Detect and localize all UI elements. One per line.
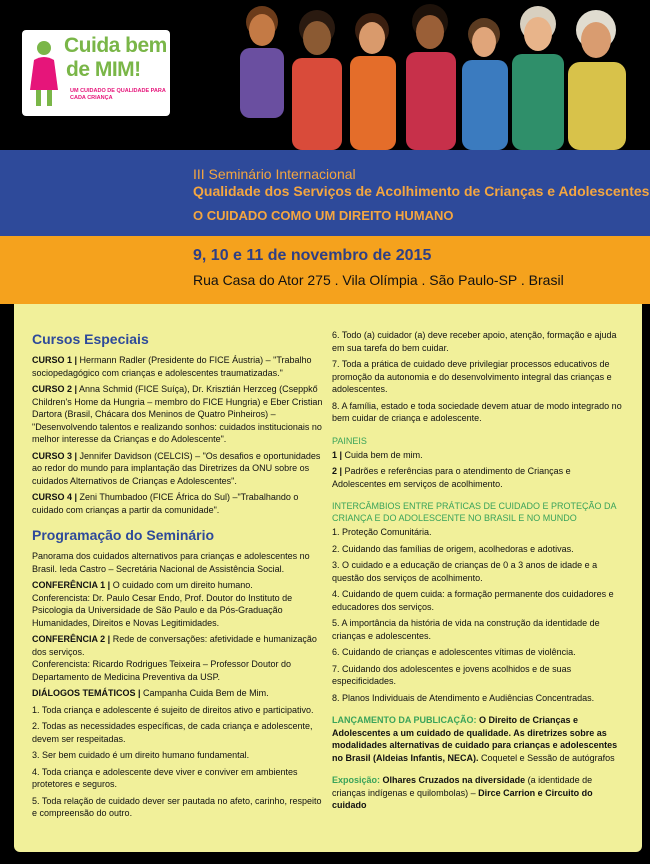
child-figure-icon	[26, 34, 66, 114]
event-dates: 9, 10 e 11 de novembro de 2015	[193, 247, 432, 264]
left-column	[32, 330, 326, 824]
list-item: 8. A família, estado e toda sociedade devem atuar de modo integrado no bem cuidar de criança e adolescente.	[332, 400, 622, 423]
list-item: 2. Todas as necessidades específicas, de cada criança e adolescente, devem ser respeitadas.	[32, 721, 313, 744]
direitos-list	[32, 704, 326, 820]
curso-1: CURSO 1 | Hermann Radler (Presidente do FICE Áustria) – "Trabalho sociopedagógico com crianças e adolescentes traumatizadas."	[32, 355, 312, 378]
conferencia-2: CONFERÊNCIA 2 | Rede de conversações: afetividade e humanização dos serviços. Conferencista: Ricardo Rodrigues Teixeira – Professor Doutor do Departamento de Medicina Preventiva da USP.	[32, 634, 317, 682]
list-item: 1. Toda criança e adolescente é sujeito de direitos ativo e participativo.	[32, 704, 314, 715]
curso-4: CURSO 4 | Zeni Thumbadoo (FICE África do Sul) –"Trabalhando o cuidado com crianças a partir da comunidade".	[32, 492, 299, 515]
list-item: 6. Todo (a) cuidador (a) deve receber apoio, atenção, formação e ajuda em sua tarefa do bem cuidar.	[332, 330, 617, 353]
painel-2: 2 | Padrões e referências para o atendimento de Crianças e Adolescentes em serviços de acolhimento.	[332, 466, 571, 489]
list-item: 3. Ser bem cuidado é um direito humano fundamental.	[32, 750, 250, 760]
list-item: 6. Cuidando de crianças e adolescentes vítimas de violência.	[332, 647, 576, 657]
logo-title-line2: de MIM!	[66, 58, 141, 81]
list-item: 4. Cuidando de quem cuida: a formação permanente dos cuidadores e educadores dos serviços.	[332, 589, 614, 612]
event-address: Rua Casa do Ator 275 . Vila Olímpia . São Paulo-SP . Brasil	[193, 272, 564, 288]
right-column	[332, 329, 622, 816]
lancamento-publicacao: LANÇAMENTO DA PUBLICAÇÃO: O Direito de Crianças e Adolescentes a um cuidado de qualidade. As diretrizes sobre as modalidades alternativas de cuidado para crianças e adolescentes no Brasil (Aldeias Infantis, NECA). Coquetel e Sessão de autógrafos	[332, 715, 618, 763]
seminar-theme: O CUIDADO COMO UM DIREITO HUMANO	[193, 208, 454, 223]
list-item: 4. Toda criança e adolescente deve viver e conviver em ambientes protetores e seguros.	[32, 766, 298, 789]
list-item: 1. Proteção Comunitária.	[332, 527, 432, 537]
seminar-title: Qualidade dos Serviços de Acolhimento de Crianças e Adolescentes	[193, 183, 650, 199]
panorama-text: Panorama dos cuidados alternativos para crianças e adolescentes no Brasil. Ieda Castro – Secretária Nacional de Assistência Social.	[32, 551, 310, 574]
conferencia-1: CONFERÊNCIA 1 | O cuidado com um direito humano. Conferencista: Dr. Paulo Cesar Endo, Prof. Doutor do Instituto de Psicologia da Universidade de São Paulo e da Pós-Graduação Humanidades, Direitos e Novas Legitimidades.	[32, 580, 293, 628]
program-content	[14, 304, 642, 852]
programacao-heading: Programação do Seminário	[32, 527, 215, 543]
intercambios-list	[332, 526, 622, 704]
paineis-heading: PAINEIS	[332, 435, 367, 446]
list-item: 7. Cuidando dos adolescentes e jovens acolhidos e de suas especificidades.	[332, 663, 572, 686]
header-illustration-area	[0, 0, 650, 150]
intercambios-heading: INTERCÂMBIOS ENTRE PRÁTICAS DE CUIDADO E PROTEÇÃO DA CRIANÇA E DO ADOLESCENTE NO BRASIL E NO MUNDO	[332, 501, 617, 523]
curso-2: CURSO 2 | Anna Schmid (FICE Suíça), Dr. Krisztián Herzceg (Cseppkő Children's Home da Hungria – membro do FICE Hungria) e Eber Cristian Dartora (Brasil, Chácara dos Meninos de Quatro Pinheiros) – "Desenvolvendo talentos e realizando sonhos: cuidados institucionais no melhor interesse da Crianças e do Adolescente".	[32, 384, 323, 444]
exposicao: Exposição: Olhares Cruzados na diversidade (a identidade de crianças indígenas e quilombolas) – Dirce Carrion e Circuito do cuidado	[332, 775, 593, 810]
list-item: 3. O cuidado e a educação de crianças de 0 a 3 anos de idade e a questão dos serviços de acolhimento.	[332, 560, 598, 583]
logo-tagline: UM CUIDADO DE QUALIDADE PARA CADA CRIANÇA	[70, 88, 166, 101]
list-item: 7. Toda a prática de cuidado deve privilegiar processos educativos de promoção da autonomia e do desenvolvimento integral das crianças e adolescentes.	[332, 359, 612, 394]
list-item: 5. A importância da história de vida na construção da identidade de crianças e adolescentes.	[332, 618, 600, 641]
painel-1: 1 | Cuida bem de mim.	[332, 449, 423, 460]
family-illustration	[222, 0, 650, 150]
dialogos-tematicos: DIÁLOGOS TEMÁTICOS | Campanha Cuida Bem de Mim.	[32, 688, 269, 698]
logo-title-line1: Cuida bem	[64, 34, 167, 57]
curso-3: CURSO 3 | Jennifer Davidson (CELCIS) – "Os desafios e oportunidades ao redor do mundo para implantação das Diretrizes da ONU sobre os cuidados Alternativos de Crianças e Adolescentes".	[32, 450, 321, 486]
list-item: 8. Planos Individuais de Atendimento e Audiências Concentradas.	[332, 692, 595, 703]
list-item: 5. Toda relação de cuidado dever ser pautada no afeto, carinho, respeito e compreensão do outro.	[32, 795, 322, 818]
seminar-edition: III Seminário Internacional	[193, 166, 356, 182]
list-item: 2. Cuidando das famílias de origem, acolhedoras e adotivas.	[332, 543, 574, 554]
date-location-band	[0, 236, 650, 304]
cuida-bem-logo	[22, 30, 170, 116]
cursos-heading: Cursos Especiais	[32, 331, 149, 347]
seminar-title-band	[0, 150, 650, 236]
